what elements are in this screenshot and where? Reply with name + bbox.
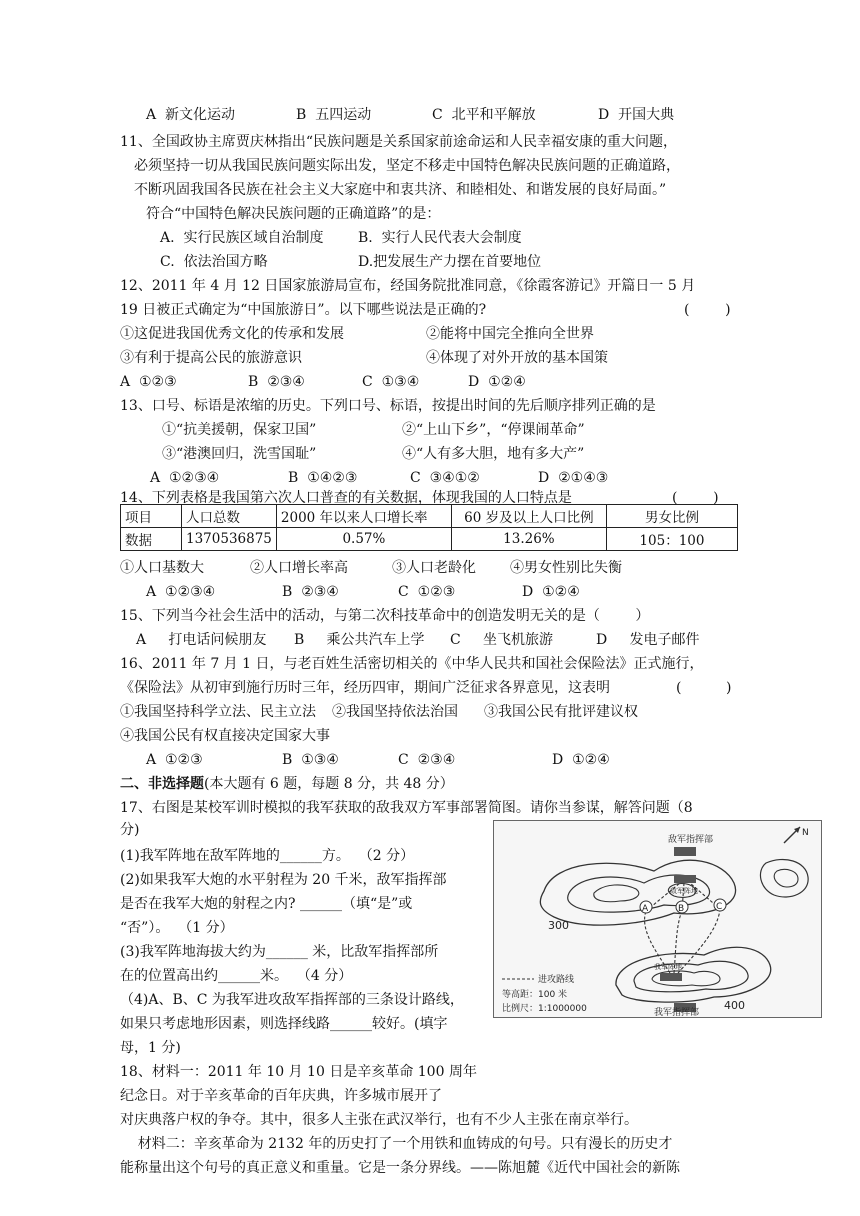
legend-interval-label: 等高距：100 米 — [502, 990, 568, 1000]
enemy-hq-marker — [674, 847, 696, 856]
q14-item-3: ③人口老龄化 — [392, 560, 476, 576]
table-cell: 数据 — [121, 528, 182, 551]
q15-option-d: D 发电子邮件 — [596, 632, 700, 648]
enemy-position-marker — [674, 875, 696, 883]
q17-line: “否”）。 （1 分） — [120, 920, 234, 936]
q12-item-4: ④体现了对外开放的基本国策 — [426, 350, 608, 366]
q13-stem: 13、口号、标语是浓缩的历史。下列口号、标语，按提出时间的先后顺序排列正确的是 — [120, 398, 656, 414]
q18-line: 对庆典落户权的争夺。其中，很多人主张在武汉举行，也有不少人主张在南京举行。 — [120, 1112, 638, 1128]
q14-option-c: C ①②③ — [398, 584, 456, 600]
table-header-cell: 人口总数 — [182, 505, 277, 528]
contour-line — [594, 885, 639, 902]
q12-item-3: ③有利于提高公民的旅游意识 — [120, 350, 302, 366]
contour-label-400: 400 — [724, 999, 745, 1012]
map-label-enemy-hq: 敌军指挥部 — [668, 835, 714, 845]
table-row — [121, 528, 738, 551]
route-label-c: C — [716, 902, 723, 912]
q17-line: （4)A、B、C 为我军进攻敌军指挥部的三条设计路线， — [120, 992, 464, 1008]
table-header-cell: 项目 — [121, 505, 182, 528]
q18-line: 纪念日。对于辛亥革命的百年庆典，许多城市展开了 — [120, 1088, 442, 1104]
q18-line: 18、材料一：2011 年 10 月 10 日是辛亥革命 100 周年 — [120, 1064, 477, 1080]
q18-line: 材料二：辛亥革命为 2132 年的历史打了一个用铁和血铸成的句号。只有漫长的历史才 — [120, 1136, 673, 1152]
map-label-enemy-position: 敌军阵地 — [670, 887, 698, 895]
q17-line: 如果只考虑地形因素，则选择线路______较好。(填字 — [120, 1016, 448, 1032]
q12-option-c: C ①③④ — [362, 374, 420, 390]
q16-option-d: D ①②④ — [552, 752, 610, 768]
q10-option-c: C 北平和平解放 — [432, 107, 536, 123]
q16-item-4: ④我国公民有权直接决定国家大事 — [120, 728, 330, 744]
map-label-our-position: 我军阵地 — [654, 963, 682, 971]
q17-line: (3)我军阵地海拔大约为______ 米，比敌军指挥部所 — [120, 944, 439, 960]
q11-stem-line: 11、全国政协主席贾庆林指出“民族问题是关系国家前途命运和人民幸福安康的重大问题， — [120, 134, 677, 150]
our-position-marker — [660, 973, 682, 981]
q17-line: (2)如果我军大炮的水平射程为 20 千米，敌军指挥部 — [120, 872, 447, 888]
table-cell: 0.57% — [276, 528, 451, 551]
legend-scale-label: 比例尺：1:1000000 — [502, 1004, 587, 1014]
q16-item-1: ①我国坚持科学立法、民主立法 — [120, 704, 316, 720]
north-label: N — [802, 828, 809, 838]
q11-option-d: D.把发展生产力摆在首要地位 — [358, 254, 542, 270]
table-header-cell: 2000 年以来人口增长率 — [276, 505, 451, 528]
q17-line: 在的位置高出约______米。 （4 分） — [120, 968, 353, 984]
q16-stem-line: 《保险法》从初审到施行历时三年，经历四审，期间广泛征求各界意见，这表明 — [120, 680, 610, 696]
q14-stem: 14、下列表格是我国第六次人口普查的有关数据，体现我国的人口特点是 — [120, 490, 572, 506]
q17-line: 17、右图是某校军训时模拟的我军获取的敌我双方军事部署简图。请你当参谋，解答问题（8 — [120, 800, 693, 816]
q13-item-4: ④“人有多大胆，地有多大产” — [402, 446, 585, 462]
q15-option-c: C 坐飞机旅游 — [450, 632, 553, 648]
military-map-figure — [493, 820, 822, 1018]
q12-item-1: ①这促进我国优秀文化的传承和发展 — [120, 326, 344, 342]
q16-option-a: A ①②③ — [146, 752, 203, 768]
q10-option-b: B 五四运动 — [296, 107, 372, 123]
section-heading — [120, 774, 454, 794]
q11-stem-line: 符合“中国特色解决民族问题的正确道路”的是： — [146, 206, 441, 222]
q12-stem-line: 12、2011 年 4 月 12 日国家旅游局宣布，经国务院批准同意，《徐霞客游记》开篇日一 5 月 — [120, 278, 696, 294]
census-table — [120, 504, 738, 551]
q11-option-a: A. 实行民族区域自治制度 — [160, 230, 324, 246]
table-header-cell: 男女比例 — [606, 505, 737, 528]
q10-option-a: A 新文化运动 — [146, 107, 236, 123]
section-note: (本大题有 6 题，每题 8 分，共 48 分） — [204, 776, 454, 792]
q18-line: 能称量出这个句号的真正意义和重量。它是一条分界线。——陈旭麓《近代中国社会的新陈 — [120, 1160, 680, 1176]
table-header-cell: 60 岁及以上人口比例 — [451, 505, 606, 528]
q10-option-d: D 开国大典 — [598, 107, 675, 123]
legend-route-label: 进攻路线 — [538, 975, 575, 985]
q15-option-a: A 打电话问候朋友 — [136, 632, 267, 648]
q13-item-2: ②“上山下乡”，“停课闹革命” — [402, 422, 585, 438]
q14-item-2: ②人口增长率高 — [250, 560, 348, 576]
contour-label-300: 300 — [548, 919, 569, 932]
q11-stem-line: 不断巩固我国各民族在社会主义大家庭中和衷共济、和睦相处、和谐发展的良好局面。” — [134, 182, 667, 198]
q12-option-d: D ①②④ — [468, 374, 526, 390]
q16-option-b: B ①③④ — [282, 752, 339, 768]
q12-stem-line: 19 日被正式确定为“中国旅游日”。以下哪些说法是正确的? — [120, 302, 487, 318]
q13-item-3: ③“港澳回归，洗雪国耻” — [162, 446, 317, 462]
q14-item-1: ①人口基数大 — [120, 560, 204, 576]
q16-option-c: C ②③④ — [398, 752, 456, 768]
q17-line: 是否在我军大炮的射程之内? ______（填“是”或 — [120, 896, 413, 912]
contour-line — [774, 869, 798, 887]
contour-line — [760, 859, 808, 897]
q12-item-2: ②能将中国完全推向全世界 — [426, 326, 594, 342]
q14-answer-bracket: ( ) — [672, 490, 719, 506]
section-title: 二、非选择题 — [120, 776, 204, 792]
map-label-our-hq: 我军指挥部 — [654, 1008, 700, 1017]
q13-option-c: C ③④①② — [410, 470, 480, 486]
q14-item-4: ④男女性别比失衡 — [510, 560, 622, 576]
q16-stem-line: 16、2011 年 7 月 1 日，与老百姓生活密切相关的《中华人民共和国社会保险法》正式施行， — [120, 656, 704, 672]
q15-stem: 15、下列当今社会生活中的活动，与第二次科技革命中的创造发明无关的是（ ） — [120, 608, 650, 624]
q17-line: (1)我军阵地在敌军阵地的______方。 （2 分） — [120, 848, 415, 864]
table-cell: 105：100 — [606, 528, 737, 551]
q11-option-c: C. 依法治国方略 — [160, 254, 268, 270]
q16-item-2: ②我国坚持依法治国 — [332, 704, 458, 720]
q15-option-b: B 乘公共汽车上学 — [294, 632, 425, 648]
q12-answer-bracket: ( ) — [684, 302, 731, 318]
route-label-b: B — [678, 904, 685, 914]
q17-line: 分) — [120, 822, 140, 838]
q13-option-a: A ①②③④ — [150, 470, 220, 486]
table-cell: 1370536875 — [182, 528, 277, 551]
contour-line — [634, 961, 748, 991]
q16-answer-bracket: ( ) — [676, 680, 732, 696]
q11-option-b: B. 实行人民代表大会制度 — [358, 230, 522, 246]
q13-option-b: B ①④②③ — [288, 470, 358, 486]
q12-option-b: B ②③④ — [248, 374, 305, 390]
q13-option-d: D ②①④③ — [538, 470, 609, 486]
q12-option-a: A ①②③ — [120, 374, 177, 390]
q14-option-d: D ①②④ — [522, 584, 580, 600]
q11-stem-line: 必须坚持一切从我国民族问题实际出发，坚定不移走中国特色解决民族问题的正确道路， — [134, 158, 680, 174]
q17-line: 母，1 分) — [120, 1040, 181, 1056]
q16-item-3: ③我国公民有批评建议权 — [484, 704, 638, 720]
contour-map — [494, 821, 821, 1017]
q14-option-a: A ①②③④ — [146, 584, 216, 600]
q14-option-b: B ②③④ — [282, 584, 339, 600]
q13-item-1: ①“抗美援朝，保家卫国” — [162, 422, 317, 438]
table-cell: 13.26% — [451, 528, 606, 551]
route-label-a: A — [642, 904, 649, 914]
